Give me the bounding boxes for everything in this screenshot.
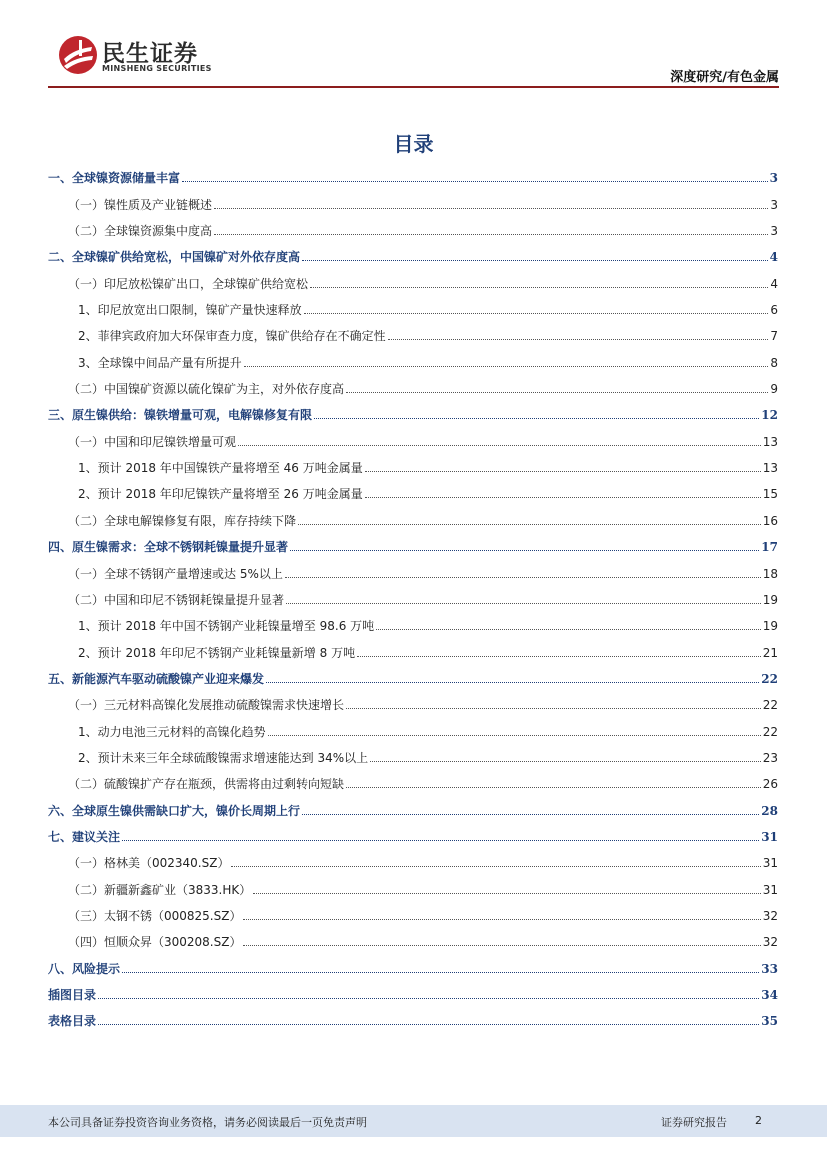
toc-entry-label: 插图目录 — [48, 988, 97, 1002]
toc-dot-leader — [122, 971, 759, 973]
toc-entry[interactable] — [48, 739, 778, 765]
toc-entry[interactable] — [48, 633, 778, 659]
footer-disclaimer: 本公司具备证券投资咨询业务资格，请务必阅读最后一页免责声明 — [48, 1116, 367, 1129]
toc-dot-leader — [214, 233, 768, 235]
toc-dot-leader — [298, 523, 761, 525]
toc-entry[interactable] — [48, 949, 778, 975]
page-number: 2 — [755, 1114, 762, 1127]
toc-entry-page: 9 — [770, 382, 778, 397]
toc-title: 目录 — [393, 132, 434, 156]
toc-entry[interactable] — [48, 923, 778, 949]
toc-entry-label: 2、预计未来三年全球硫酸镍需求增速能达到 34%以上 — [78, 750, 369, 765]
toc-entry[interactable] — [48, 818, 778, 844]
toc-entry-page: 13 — [762, 434, 778, 449]
toc-entry-label: 1、印尼放宽出口限制，镍矿产量快速释放 — [78, 303, 302, 318]
toc-dot-leader — [346, 786, 761, 788]
toc-entry[interactable] — [48, 185, 778, 211]
toc-entry-label: 六、全球原生镍供需缺口扩大，镍价长周期上行 — [48, 803, 301, 818]
toc-entry-page: 28 — [761, 803, 778, 818]
toc-dot-leader — [243, 944, 760, 946]
toc-entry[interactable] — [48, 159, 778, 185]
toc-entry-page: 32 — [762, 908, 778, 923]
toc-dot-leader — [122, 839, 759, 841]
toc-entry-label: 二、全球镍矿供给宽松，中国镍矿对外依存度高 — [48, 250, 301, 265]
toc-dot-leader — [357, 655, 761, 657]
toc-entry-page: 3 — [770, 224, 778, 239]
toc-entry[interactable] — [48, 528, 778, 554]
toc-dot-leader — [214, 207, 768, 209]
toc-entry-page: 4 — [770, 276, 778, 291]
toc-entry-page: 34 — [761, 988, 778, 1002]
toc-entry-label: （二）全球电解镍修复有限，库存持续下降 — [68, 513, 297, 528]
toc-entry-page: 31 — [762, 882, 778, 897]
toc-entry-label: （一）格林美（002340.SZ） — [68, 856, 230, 871]
toc-entry-page: 19 — [762, 619, 778, 634]
toc-entry-label: 三、原生镍供给：镍铁增量可观，电解镍修复有限 — [48, 408, 313, 423]
report-category: 深度研究/有色金属 — [670, 70, 779, 85]
toc-entry-label: （一）印尼放松镍矿出口，全球镍矿供给宽松 — [68, 276, 309, 291]
toc-entry-label: （二）中国和印尼不锈钢耗镍量提升显著 — [68, 592, 285, 607]
toc-entry-label: （三）太钢不锈（000825.SZ） — [68, 908, 242, 923]
toc-entry-label: 2、菲律宾政府加大环保审查力度，镍矿供给存在不确定性 — [78, 329, 386, 344]
toc-entry[interactable] — [48, 607, 778, 633]
toc-entry-page: 22 — [762, 724, 778, 739]
toc-dot-leader — [244, 365, 769, 367]
toc-entry-label: 表格目录 — [48, 1014, 97, 1029]
toc-entry-label: 1、预计 2018 年中国不锈钢产业耗镍量增至 98.6 万吨 — [78, 619, 375, 634]
toc-entry-label: （一）中国和印尼镍铁增量可观 — [68, 434, 237, 449]
toc-entry-label: 3、全球镍中间品产量有所提升 — [78, 355, 242, 370]
toc-dot-leader — [304, 312, 769, 314]
toc-entry-label: （一）镍性质及产业链概述 — [68, 197, 213, 212]
toc-entry-page: 32 — [762, 935, 778, 950]
toc-entry-page: 15 — [762, 487, 778, 502]
toc-entry-page: 35 — [761, 1014, 778, 1029]
toc-entry-page: 23 — [762, 750, 778, 765]
toc-dot-leader — [314, 417, 759, 419]
toc-entry-page: 22 — [761, 671, 778, 686]
minsheng-logo-icon — [58, 35, 98, 75]
toc-dot-leader — [365, 496, 761, 498]
toc-entry-label: （四）恒顺众昇（300208.SZ） — [68, 935, 242, 950]
toc-entry[interactable] — [48, 1002, 778, 1028]
page-header — [0, 0, 827, 92]
toc-entry[interactable] — [48, 396, 778, 422]
toc-dot-leader — [266, 681, 759, 683]
toc-entry-label: 八、风险提示 — [48, 961, 121, 976]
logo-chinese-name: 民生证券 — [102, 41, 198, 67]
footer-report-type: 证券研究报告 — [661, 1116, 727, 1129]
toc-entry-page: 16 — [762, 513, 778, 528]
toc-entry[interactable] — [48, 765, 778, 791]
toc-entry-label: （一）三元材料高镍化发展推动硫酸镍需求快速增长 — [68, 698, 345, 713]
toc-dot-leader — [98, 997, 759, 999]
toc-entry[interactable] — [48, 712, 778, 738]
toc-dot-leader — [253, 892, 760, 894]
toc-dot-leader — [98, 1023, 759, 1025]
toc-entry-page: 8 — [770, 355, 778, 370]
toc-entry-label: （二）硫酸镍扩产存在瓶颈，供需将由过剩转向短缺 — [68, 777, 345, 792]
toc-entry-label: 2、预计 2018 年印尼不锈钢产业耗镍量新增 8 万吨 — [78, 645, 356, 660]
toc-entry-page: 3 — [769, 171, 778, 186]
toc-entry[interactable] — [48, 870, 778, 896]
toc-entry-page: 4 — [769, 250, 778, 265]
logo-english-name: MINSHENG SECURITIES — [102, 64, 212, 73]
toc-dot-leader — [346, 707, 761, 709]
toc-entry-label: 七、建议关注 — [48, 829, 121, 844]
toc-entry-label: （一）全球不锈钢产量增速或达 5%以上 — [68, 566, 283, 581]
toc-entry-page: 22 — [762, 698, 778, 713]
toc-entry-page: 12 — [761, 408, 778, 423]
toc-entry-page: 26 — [762, 777, 778, 792]
toc-entry[interactable] — [48, 581, 778, 607]
toc-dot-leader — [365, 470, 761, 472]
toc-dot-leader — [243, 918, 760, 920]
toc-entry-page: 17 — [761, 540, 778, 555]
toc-dot-leader — [238, 444, 761, 446]
toc-entry-label: 一、全球镍资源储量丰富 — [48, 171, 181, 186]
toc-entry-page: 3 — [770, 197, 778, 212]
table-of-contents — [48, 159, 778, 1028]
toc-entry-page: 21 — [762, 645, 778, 660]
toc-entry[interactable] — [48, 475, 778, 501]
toc-entry-page: 7 — [770, 329, 778, 344]
toc-entry[interactable] — [48, 422, 778, 448]
page-footer — [0, 1105, 827, 1137]
toc-entry[interactable] — [48, 212, 778, 238]
toc-entry-page: 31 — [762, 856, 778, 871]
toc-dot-leader — [310, 286, 768, 288]
toc-dot-leader — [290, 549, 759, 551]
toc-entry-label: 2、预计 2018 年印尼镍铁产量将增至 26 万吨金属量 — [78, 487, 363, 502]
toc-entry[interactable] — [48, 791, 778, 817]
toc-entry-page: 31 — [761, 829, 778, 844]
toc-entry-label: （二）全球镍资源集中度高 — [68, 224, 213, 239]
toc-entry[interactable] — [48, 264, 778, 290]
toc-dot-leader — [376, 628, 761, 630]
toc-entry-label: 1、预计 2018 年中国镍铁产量将增至 46 万吨金属量 — [78, 461, 363, 476]
toc-entry[interactable] — [48, 554, 778, 580]
toc-entry-page: 19 — [762, 592, 778, 607]
toc-dot-leader — [346, 391, 768, 393]
toc-entry-label: （二）中国镍矿资源以硫化镍矿为主，对外依存度高 — [68, 382, 345, 397]
toc-entry-page: 6 — [770, 303, 778, 318]
toc-entry[interactable] — [48, 844, 778, 870]
toc-entry[interactable] — [48, 449, 778, 475]
toc-entry[interactable] — [48, 686, 778, 712]
toc-dot-leader — [286, 602, 761, 604]
toc-entry[interactable] — [48, 343, 778, 369]
toc-entry-label: 五、新能源汽车驱动硫酸镍产业迎来爆发 — [48, 671, 265, 686]
toc-entry-page: 13 — [762, 461, 778, 476]
toc-entry-label: 1、动力电池三元材料的高镍化趋势 — [78, 724, 266, 739]
toc-entry-page: 18 — [762, 566, 778, 581]
toc-dot-leader — [285, 576, 761, 578]
toc-entry[interactable] — [48, 291, 778, 317]
toc-entry[interactable] — [48, 660, 778, 686]
toc-entry[interactable] — [48, 238, 778, 264]
toc-entry-label: 四、原生镍需求：全球不锈钢耗镍量提升显著 — [48, 540, 289, 555]
toc-dot-leader — [182, 180, 768, 182]
toc-dot-leader — [370, 760, 761, 762]
toc-entry-label: （二）新疆新鑫矿业（3833.HK） — [68, 882, 252, 897]
toc-dot-leader — [388, 338, 769, 340]
toc-entry[interactable] — [48, 317, 778, 343]
toc-entry[interactable] — [48, 370, 778, 396]
header-divider — [48, 86, 779, 88]
toc-dot-leader — [302, 259, 768, 261]
toc-dot-leader — [231, 865, 760, 867]
company-logo — [58, 35, 218, 77]
toc-entry[interactable] — [48, 897, 778, 923]
toc-entry[interactable] — [48, 976, 778, 1002]
toc-entry[interactable] — [48, 501, 778, 527]
toc-entry-page: 33 — [761, 961, 778, 976]
toc-dot-leader — [302, 813, 759, 815]
toc-dot-leader — [268, 734, 761, 736]
